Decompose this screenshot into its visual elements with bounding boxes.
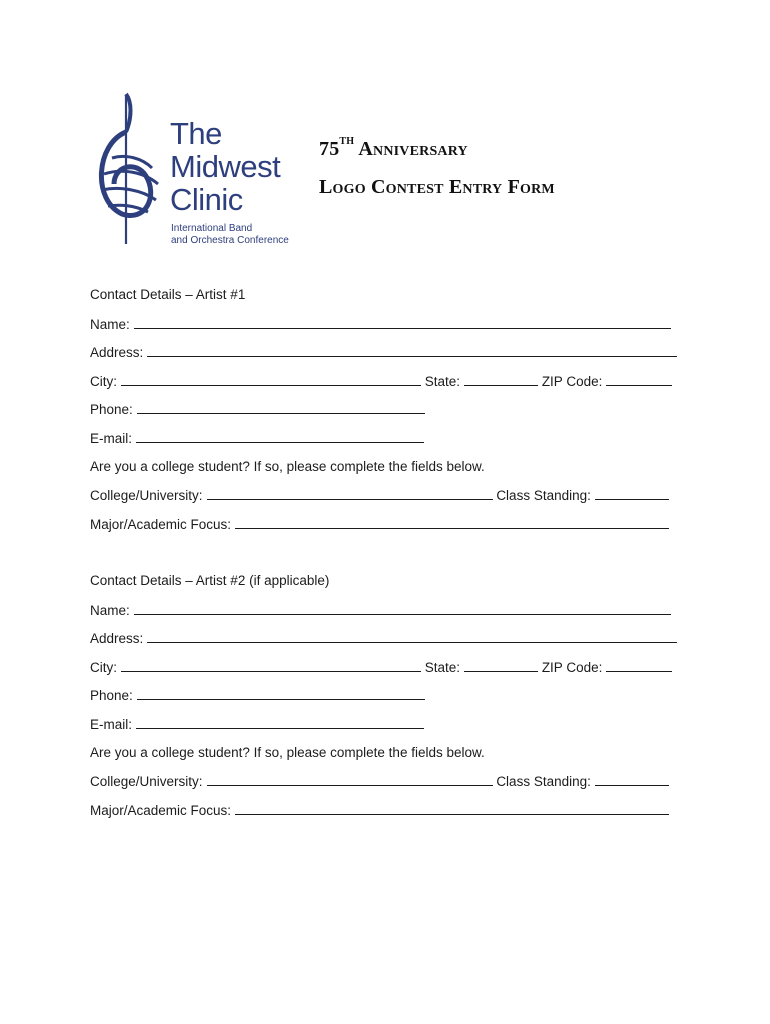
artist1-city-label: City:: [90, 374, 117, 389]
artist2-state-field[interactable]: [464, 659, 538, 672]
artist2-name-label: Name:: [90, 603, 130, 618]
artist2-heading-row: [90, 573, 329, 589]
artist1-address-row: [90, 344, 677, 361]
logo-word-midwest: Midwest: [170, 149, 281, 184]
artist1-email-label: E-mail:: [90, 431, 133, 446]
logo-word-the: The: [170, 116, 222, 151]
logo-word-clinic: Clinic: [170, 182, 243, 217]
artist2-standing-label: Class Standing:: [496, 774, 591, 789]
artist1-city-row: [90, 373, 672, 390]
artist2-phone-row: [90, 687, 425, 704]
artist2-major-row: [90, 802, 669, 819]
artist2-standing-field[interactable]: [595, 773, 669, 786]
artist2-zip-field[interactable]: [606, 659, 672, 672]
form-title: Logo Contest Entry Form: [319, 176, 555, 198]
artist1-standing-field[interactable]: [595, 487, 669, 500]
midwest-clinic-logo: [86, 88, 306, 253]
artist1-name-label: Name:: [90, 317, 130, 332]
artist2-phone-field[interactable]: [137, 687, 425, 700]
artist1-city-field[interactable]: [121, 373, 421, 386]
artist2-student-question: Are you a college student? If so, please complete the fields below.: [90, 745, 485, 760]
anniversary-word: Anniversary: [358, 138, 468, 160]
artist2-name-field[interactable]: [134, 602, 671, 615]
artist1-heading: Contact Details – Artist #1: [90, 287, 246, 302]
artist1-college-field[interactable]: [207, 487, 493, 500]
artist1-major-row: [90, 516, 669, 533]
artist2-city-label: City:: [90, 660, 117, 675]
artist2-email-row: [90, 716, 424, 733]
artist2-major-field[interactable]: [235, 802, 669, 815]
anniversary-suffix: TH: [339, 136, 355, 147]
artist2-state-label: State:: [424, 660, 461, 675]
logo-subtitle-line2: and Orchestra Conference: [171, 235, 289, 246]
artist1-student-question: Are you a college student? If so, please complete the fields below.: [90, 459, 485, 474]
logo-subtitle-line1: International Band: [171, 223, 253, 234]
artist2-heading: Contact Details – Artist #2: [90, 573, 246, 588]
artist1-name-row: [90, 316, 671, 333]
artist1-email-row: [90, 430, 424, 447]
artist2-address-field[interactable]: [147, 630, 677, 643]
artist1-email-field[interactable]: [136, 430, 424, 443]
artist2-city-row: [90, 659, 672, 676]
artist1-zip-label: ZIP Code:: [541, 374, 603, 389]
artist2-address-row: [90, 630, 677, 647]
artist1-major-label: Major/Academic Focus:: [90, 517, 232, 532]
anniversary-number: 75: [319, 138, 340, 160]
artist1-address-label: Address:: [90, 345, 144, 360]
artist2-name-row: [90, 602, 671, 619]
artist1-state-label: State:: [424, 374, 461, 389]
artist1-address-field[interactable]: [147, 344, 677, 357]
artist2-phone-label: Phone:: [90, 688, 133, 703]
artist1-phone-field[interactable]: [137, 401, 425, 414]
artist2-heading-note: (if applicable): [249, 573, 330, 588]
artist1-college-label: College/University:: [90, 488, 203, 503]
artist2-college-label: College/University:: [90, 774, 203, 789]
artist1-zip-field[interactable]: [606, 373, 672, 386]
anniversary-heading: [319, 138, 468, 161]
artist2-major-label: Major/Academic Focus:: [90, 803, 232, 818]
artist2-email-field[interactable]: [136, 716, 424, 729]
artist1-phone-label: Phone:: [90, 402, 133, 417]
artist2-city-field[interactable]: [121, 659, 421, 672]
artist1-state-field[interactable]: [464, 373, 538, 386]
artist2-address-label: Address:: [90, 631, 144, 646]
artist1-standing-label: Class Standing:: [496, 488, 591, 503]
artist2-zip-label: ZIP Code:: [541, 660, 603, 675]
artist2-college-row: [90, 773, 669, 790]
artist1-major-field[interactable]: [235, 516, 669, 529]
artist1-college-row: [90, 487, 669, 504]
artist1-phone-row: [90, 401, 425, 418]
treble-clef-globe-icon: [86, 88, 166, 253]
artist2-college-field[interactable]: [207, 773, 493, 786]
artist1-name-field[interactable]: [134, 316, 671, 329]
artist2-email-label: E-mail:: [90, 717, 133, 732]
